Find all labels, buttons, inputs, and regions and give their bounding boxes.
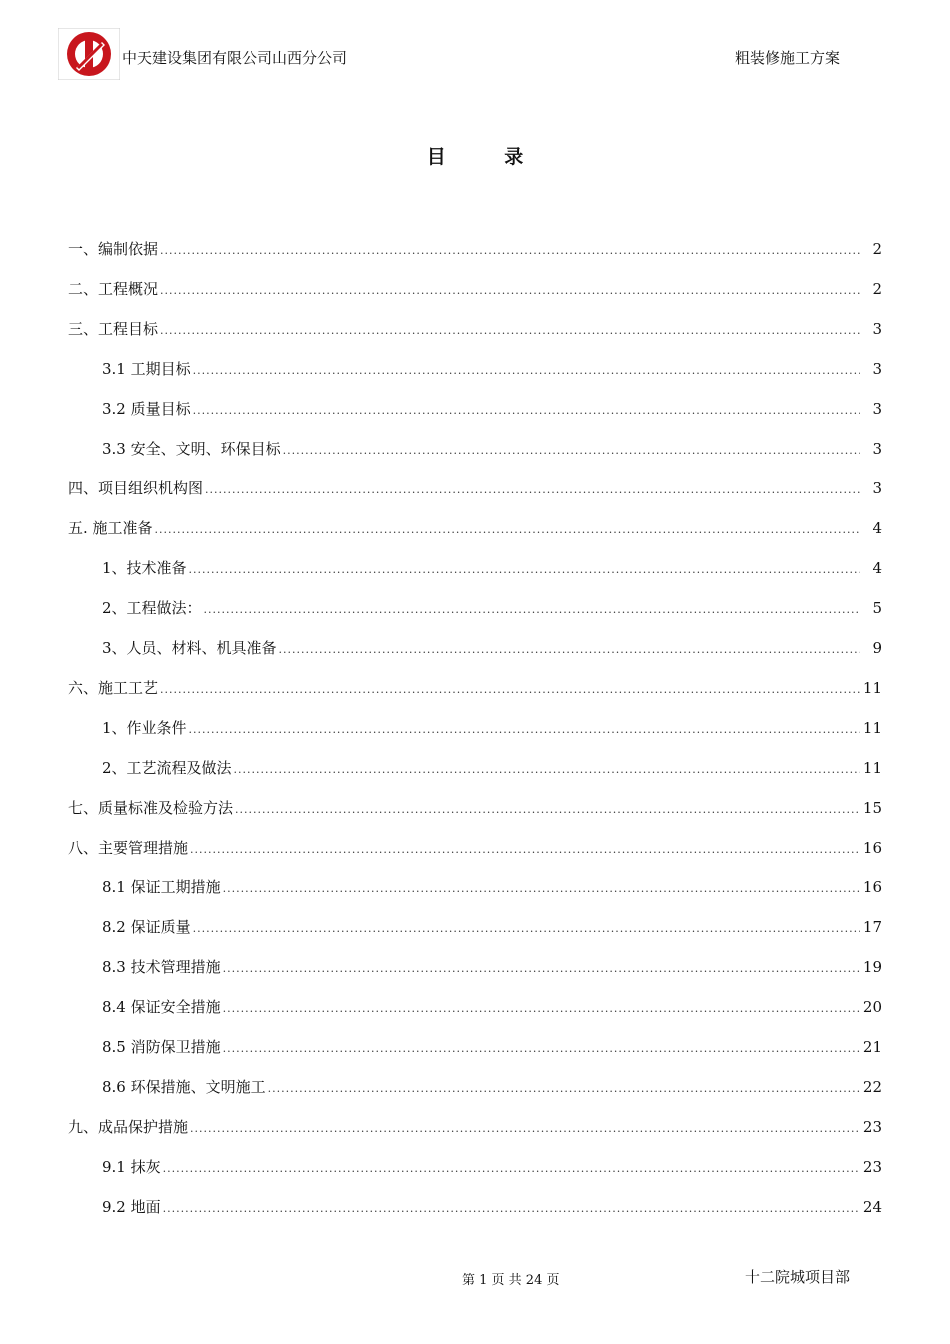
toc-leader-dots <box>193 922 860 935</box>
toc-entry-page: 19 <box>862 958 882 976</box>
toc-entry[interactable] <box>68 318 882 340</box>
toc-entry-title: 八、主要管理措施 <box>68 839 189 857</box>
toc-entry-title: 1、技术准备 <box>102 559 187 577</box>
toc-entry-page: 3 <box>872 440 882 458</box>
toc-entry-title: 8.6 环保措施、文明施工 <box>102 1078 266 1096</box>
toc-entry-page: 22 <box>862 1078 882 1096</box>
toc-entry-title: 五. 施工准备 <box>68 519 153 537</box>
toc-entry[interactable] <box>102 637 882 659</box>
toc-entry-page: 21 <box>862 1038 882 1056</box>
toc-entry-title: 3.1 工期目标 <box>102 360 191 378</box>
toc-entry-title: 六、施工工艺 <box>68 679 159 697</box>
toc-entry[interactable] <box>68 517 882 539</box>
toc-leader-dots <box>223 962 860 975</box>
toc-entry-page: 4 <box>872 519 882 537</box>
toc-leader-dots <box>160 284 860 297</box>
toc-entry-page: 24 <box>862 1198 882 1216</box>
toc-entry-page: 15 <box>862 799 882 817</box>
toc-entry-title: 2、工艺流程及做法 <box>102 759 232 777</box>
toc-leader-dots <box>189 723 860 736</box>
toc-entry[interactable] <box>102 1156 882 1178</box>
toc-entry[interactable] <box>102 358 882 380</box>
toc-entry-page: 16 <box>862 878 882 896</box>
toc-entry-page: 3 <box>872 400 882 418</box>
toc-entry-page: 11 <box>862 679 882 697</box>
toc-entry[interactable] <box>102 398 882 420</box>
toc-leader-dots <box>193 364 860 377</box>
toc-entry-title: 8.2 保证质量 <box>102 918 191 936</box>
toc-leader-dots <box>268 1082 860 1095</box>
toc-entry-page: 3 <box>872 360 882 378</box>
toc-entry-title: 9.1 抹灰 <box>102 1158 161 1176</box>
toc-leader-dots <box>234 763 860 776</box>
page-title: 目 录 <box>426 146 550 168</box>
toc-leader-dots <box>283 444 860 457</box>
toc-leader-dots <box>205 483 860 496</box>
toc-entry-page: 5 <box>872 599 882 617</box>
toc-entry[interactable] <box>102 757 882 779</box>
toc-entry-page: 16 <box>862 839 882 857</box>
page-number: 第 1 页 共 24 页 <box>462 1273 560 1288</box>
toc-entry[interactable] <box>68 837 882 859</box>
toc-leader-dots <box>163 1162 860 1175</box>
toc-entry-title: 九、成品保护措施 <box>68 1118 189 1136</box>
toc-entry-title: 8.5 消防保卫措施 <box>102 1038 221 1056</box>
toc-entry-title: 3.2 质量目标 <box>102 400 191 418</box>
toc-entry-title: 一、编制依据 <box>68 240 159 258</box>
toc-entry[interactable] <box>68 238 882 260</box>
toc-entry-page: 11 <box>862 719 882 737</box>
toc-leader-dots <box>279 643 860 656</box>
toc-leader-dots <box>190 843 860 856</box>
toc-entry-title: 3.3 安全、文明、环保目标 <box>102 440 281 458</box>
toc-leader-dots <box>223 1042 860 1055</box>
toc-entry-title: 8.3 技术管理措施 <box>102 958 221 976</box>
toc-leader-dots <box>160 324 860 337</box>
toc-leader-dots <box>235 803 860 816</box>
toc-entry[interactable] <box>68 797 882 819</box>
toc-entry[interactable] <box>102 717 882 739</box>
company-logo <box>58 28 120 80</box>
toc-entry[interactable] <box>68 1116 882 1138</box>
toc-leader-dots <box>160 683 860 696</box>
toc-leader-dots <box>193 404 860 417</box>
toc-entry-title: 四、项目组织机构图 <box>68 479 204 497</box>
toc-leader-dots <box>163 1202 860 1215</box>
company-name: 中天建设集团有限公司山西分公司 <box>122 49 348 67</box>
toc-entry-page: 2 <box>872 280 882 298</box>
toc-entry[interactable] <box>102 876 882 898</box>
department-name: 十二院城项目部 <box>745 1268 851 1286</box>
toc-entry-title: 9.2 地面 <box>102 1198 161 1216</box>
toc-entry-title: 三、工程目标 <box>68 320 159 338</box>
toc-leader-dots <box>223 882 860 895</box>
toc-entry-page: 3 <box>872 479 882 497</box>
toc-entry[interactable] <box>102 557 882 579</box>
toc-entry-title: 二、工程概况 <box>68 280 159 298</box>
toc-entry-page: 20 <box>862 998 882 1016</box>
toc-entry[interactable] <box>102 1036 882 1058</box>
toc-entry-page: 2 <box>872 240 882 258</box>
toc-entry[interactable] <box>68 278 882 300</box>
toc-entry-title: 1、作业条件 <box>102 719 187 737</box>
toc-entry-title: 七、质量标准及检验方法 <box>68 799 234 817</box>
toc-entry-page: 9 <box>872 639 882 657</box>
toc-entry-page: 11 <box>862 759 882 777</box>
toc-entry[interactable] <box>68 677 882 699</box>
toc-entry-title: 2、工程做法： <box>102 599 202 617</box>
toc-leader-dots <box>190 1122 860 1135</box>
toc-entry-page: 4 <box>872 559 882 577</box>
toc-entry[interactable] <box>102 438 882 460</box>
toc-leader-dots <box>189 563 860 576</box>
toc-leader-dots <box>223 1002 860 1015</box>
toc-entry[interactable] <box>68 477 882 499</box>
toc-entry[interactable] <box>102 1076 882 1098</box>
toc-entry-page: 23 <box>862 1158 882 1176</box>
toc-entry-page: 17 <box>862 918 882 936</box>
toc-entry-title: 8.1 保证工期措施 <box>102 878 221 896</box>
toc-entry-page: 23 <box>862 1118 882 1136</box>
toc-leader-dots <box>204 603 860 616</box>
toc-entry-title: 3、人员、材料、机具准备 <box>102 639 277 657</box>
toc-entry[interactable] <box>102 1196 882 1218</box>
toc-entry[interactable] <box>102 916 882 938</box>
toc-entry-title: 8.4 保证安全措施 <box>102 998 221 1016</box>
toc-entry[interactable] <box>102 956 882 978</box>
toc-leader-dots <box>155 523 860 536</box>
toc-leader-dots <box>160 244 860 257</box>
toc-entry[interactable] <box>102 597 882 619</box>
toc-entry[interactable] <box>102 996 882 1018</box>
document-title: 粗装修施工方案 <box>735 49 841 67</box>
toc-entry-page: 3 <box>872 320 882 338</box>
